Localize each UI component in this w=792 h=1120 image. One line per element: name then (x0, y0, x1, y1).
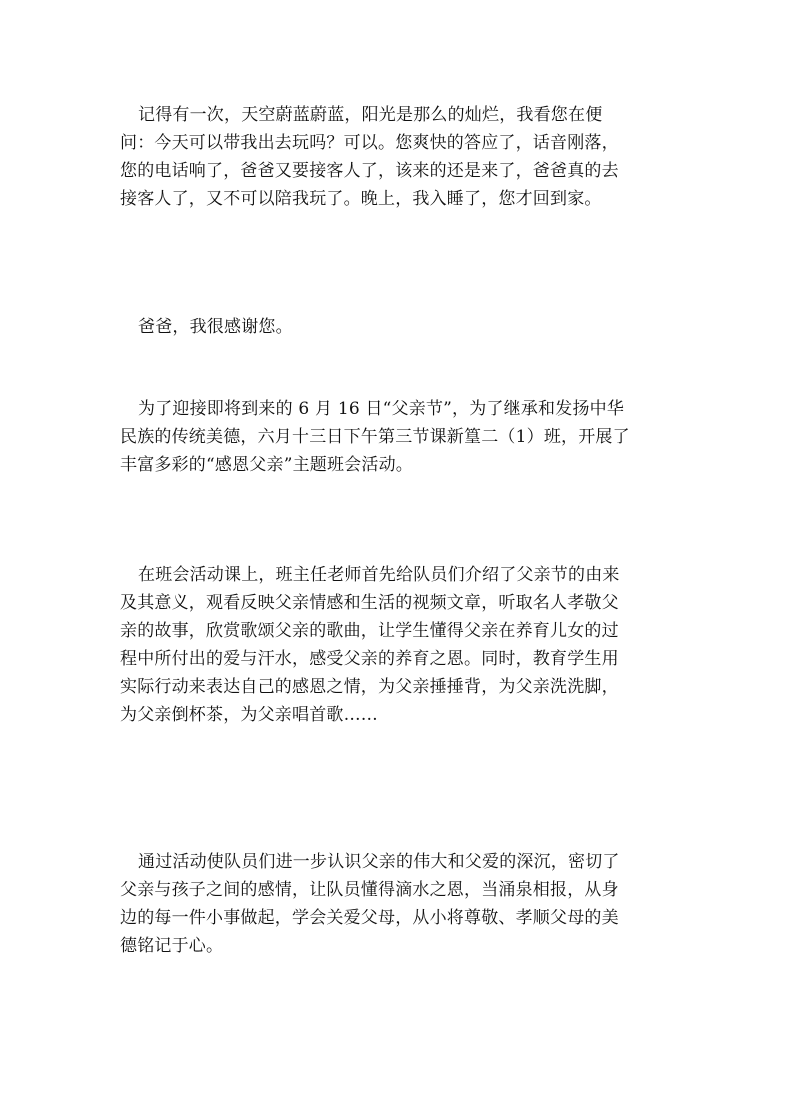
paragraph-line: 爸爸，我很感谢您。 (138, 317, 293, 337)
paragraph-line: 接客人了，又不可以陪我玩了。晚上，我入睡了，您才回到家。 (120, 189, 602, 209)
paragraph-line: 实际行动来表达自己的感恩之情，为父亲捶捶背，为父亲洗洗脚， (120, 677, 619, 697)
paragraph-line: 记得有一次，天空蔚蓝蔚蓝，阳光是那么的灿烂，我看您在便 (138, 105, 603, 125)
paragraph-line: 边的每一件小事做起，学会关爱父母，从小将尊敬、孝顺父母的美 (120, 908, 619, 928)
paragraph-line: 丰富多彩的“感恩父亲”主题班会活动。 (120, 455, 413, 475)
paragraph-line: 及其意义，观看反映父亲情感和生活的视频文章，听取名人孝敬父 (120, 593, 619, 613)
paragraph-line: 亲的故事，欣赏歌颂父亲的歌曲，让学生懂得父亲在养育儿女的过 (120, 621, 619, 641)
paragraph-2 (120, 313, 672, 341)
paragraph-4 (120, 561, 672, 729)
paragraph-line: 通过活动使队员们进一步认识父亲的伟大和父爱的深沉，密切了 (138, 852, 620, 872)
paragraph-line: 问：今天可以带我出去玩吗？可以。您爽快的答应了，话音刚落， (120, 133, 619, 153)
paragraph-3 (120, 395, 672, 479)
paragraph-line: 为父亲倒杯茶，为父亲唱首歌…… (120, 705, 378, 725)
paragraph-line: 在班会活动课上，班主任老师首先给队员们介绍了父亲节的由来 (138, 565, 620, 585)
paragraph-line: 父亲与孩子之间的感情，让队员懂得滴水之恩，当涌泉相报，从身 (120, 880, 619, 900)
paragraph-line: 您的电话响了，爸爸又要接客人了，该来的还是来了，爸爸真的去 (120, 161, 619, 181)
paragraph-line: 民族的传统美德，六月十三日下午第三节课新篁二（1）班，开展了 (120, 427, 630, 447)
paragraph-line: 为了迎接即将到来的 6 月 16 日“父亲节”，为了继承和发扬中华 (138, 399, 625, 419)
paragraph-line: 程中所付出的爱与汗水，感受父亲的养育之恩。同时，教育学生用 (120, 649, 619, 669)
paragraph-1 (120, 101, 672, 213)
paragraph-5 (120, 848, 672, 960)
paragraph-line: 德铭记于心。 (120, 936, 224, 956)
